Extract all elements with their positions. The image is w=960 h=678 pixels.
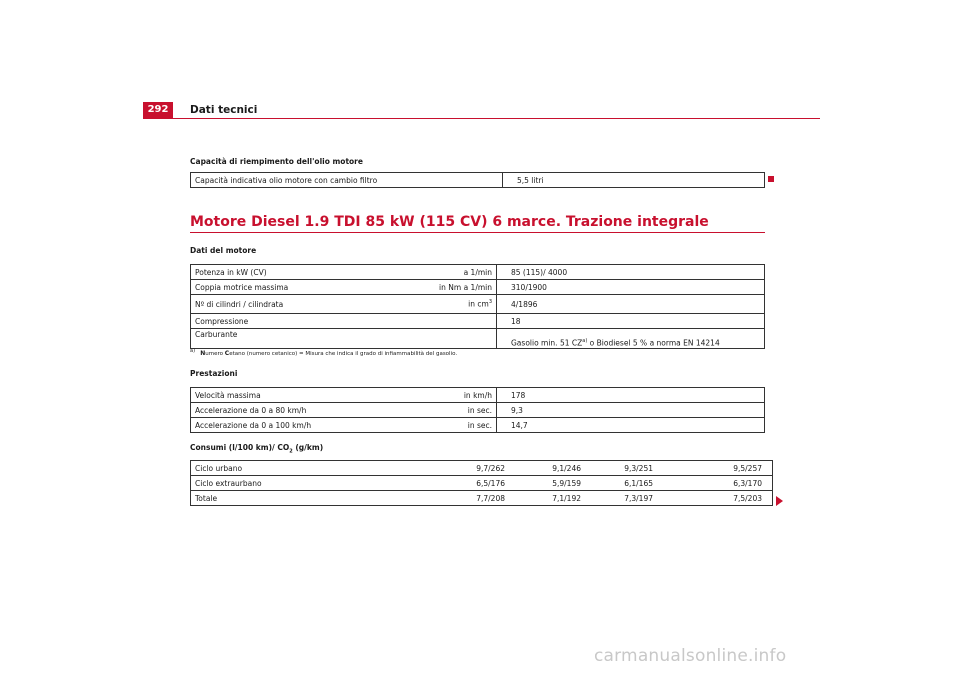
consumption-heading <box>190 443 323 455</box>
engine-value: 85 (115)/ 4000 <box>497 265 765 280</box>
section-end-marker <box>768 176 774 182</box>
footnote-bold-c: C <box>224 349 230 357</box>
footnote-text: etano (numero cetanico) = Misura che indica il grado di infiammabilità del gasolio. <box>229 350 458 357</box>
consumption-value: 6,1/165 <box>591 476 663 491</box>
engine-unit-text: in cm <box>468 299 489 309</box>
footnote-mark: a) <box>190 348 196 354</box>
oil-row-value: 5,5 litri <box>503 173 765 188</box>
table-row <box>191 388 765 403</box>
fuel-value-tail: o Biodiesel 5 % a norma EN 14214 <box>587 338 720 347</box>
page-number: 292 <box>143 102 173 118</box>
consumption-value: 6,5/176 <box>439 476 515 491</box>
engine-unit <box>413 329 497 349</box>
consumption-table <box>190 460 773 506</box>
performance-label: Accelerazione da 0 a 100 km/h <box>191 418 414 433</box>
consumption-value: 7,1/192 <box>515 491 591 506</box>
section-title: Dati tecnici <box>190 104 258 116</box>
consumption-heading-subscript: 2 <box>289 448 293 455</box>
engine-label: Potenza in kW (CV) <box>191 265 414 280</box>
table-row <box>191 280 765 295</box>
performance-value: 9,3 <box>497 403 765 418</box>
performance-heading: Prestazioni <box>190 369 238 378</box>
performance-unit: in km/h <box>413 388 497 403</box>
consumption-label: Ciclo extraurbano <box>191 476 440 491</box>
engine-value <box>497 329 765 349</box>
performance-unit: in sec. <box>413 403 497 418</box>
engine-title: Motore Diesel 1.9 TDI 85 kW (115 CV) 6 marce. Trazione integrale <box>190 214 709 230</box>
performance-value: 14,7 <box>497 418 765 433</box>
title-rule <box>190 232 765 233</box>
table-row <box>191 295 765 314</box>
consumption-value: 9,1/246 <box>515 461 591 476</box>
engine-data-table <box>190 264 765 349</box>
fuel-value: Gasolio min. 51 CZ <box>511 338 583 347</box>
consumption-label: Ciclo urbano <box>191 461 440 476</box>
consumption-value: 5,9/159 <box>515 476 591 491</box>
engine-label: Nº di cilindri / cilindrata <box>191 295 414 314</box>
performance-value: 178 <box>497 388 765 403</box>
performance-unit: in sec. <box>413 418 497 433</box>
table-row <box>191 476 773 491</box>
engine-label: Coppia motrice massima <box>191 280 414 295</box>
consumption-value: 7,5/203 <box>663 491 773 506</box>
oil-capacity-heading: Capacità di riempimento dell'olio motore <box>190 157 363 166</box>
engine-value: 4/1896 <box>497 295 765 314</box>
consumption-value: 9,5/257 <box>663 461 773 476</box>
consumption-value: 9,7/262 <box>439 461 515 476</box>
table-row <box>191 173 765 188</box>
table-row <box>191 265 765 280</box>
table-row <box>191 461 773 476</box>
header-rule <box>143 118 820 119</box>
engine-value: 18 <box>497 314 765 329</box>
table-row <box>191 491 773 506</box>
footnote-bold-n: N <box>200 349 206 357</box>
watermark: carmanualsonline.info <box>594 646 787 666</box>
performance-label: Velocità massima <box>191 388 414 403</box>
footnote-text: umero <box>205 350 225 357</box>
consumption-label: Totale <box>191 491 440 506</box>
oil-capacity-table <box>190 172 765 188</box>
table-row <box>191 403 765 418</box>
table-row <box>191 314 765 329</box>
footnote <box>190 348 457 357</box>
consumption-value: 7,7/208 <box>439 491 515 506</box>
engine-label: Compressione <box>191 314 414 329</box>
performance-label: Accelerazione da 0 a 80 km/h <box>191 403 414 418</box>
table-row <box>191 329 765 349</box>
table-row <box>191 418 765 433</box>
engine-unit: a 1/min <box>413 265 497 280</box>
performance-table <box>190 387 765 433</box>
consumption-value: 6,3/170 <box>663 476 773 491</box>
engine-data-heading: Dati del motore <box>190 246 257 255</box>
consumption-value: 9,3/251 <box>591 461 663 476</box>
consumption-heading-unit: (g/km) <box>292 443 324 452</box>
engine-unit <box>413 295 497 314</box>
engine-unit <box>413 314 497 329</box>
footnote-ref: a) <box>582 337 588 344</box>
consumption-value: 7,3/197 <box>591 491 663 506</box>
consumption-heading-text: Consumi (l/100 km)/ CO <box>190 443 290 452</box>
oil-row-label: Capacità indicativa olio motore con cambio filtro <box>191 173 503 188</box>
engine-unit-superscript: 3 <box>488 299 492 306</box>
engine-value: 310/1900 <box>497 280 765 295</box>
engine-unit: in Nm a 1/min <box>413 280 497 295</box>
engine-label: Carburante <box>191 329 414 349</box>
next-page-arrow-icon <box>776 496 783 506</box>
